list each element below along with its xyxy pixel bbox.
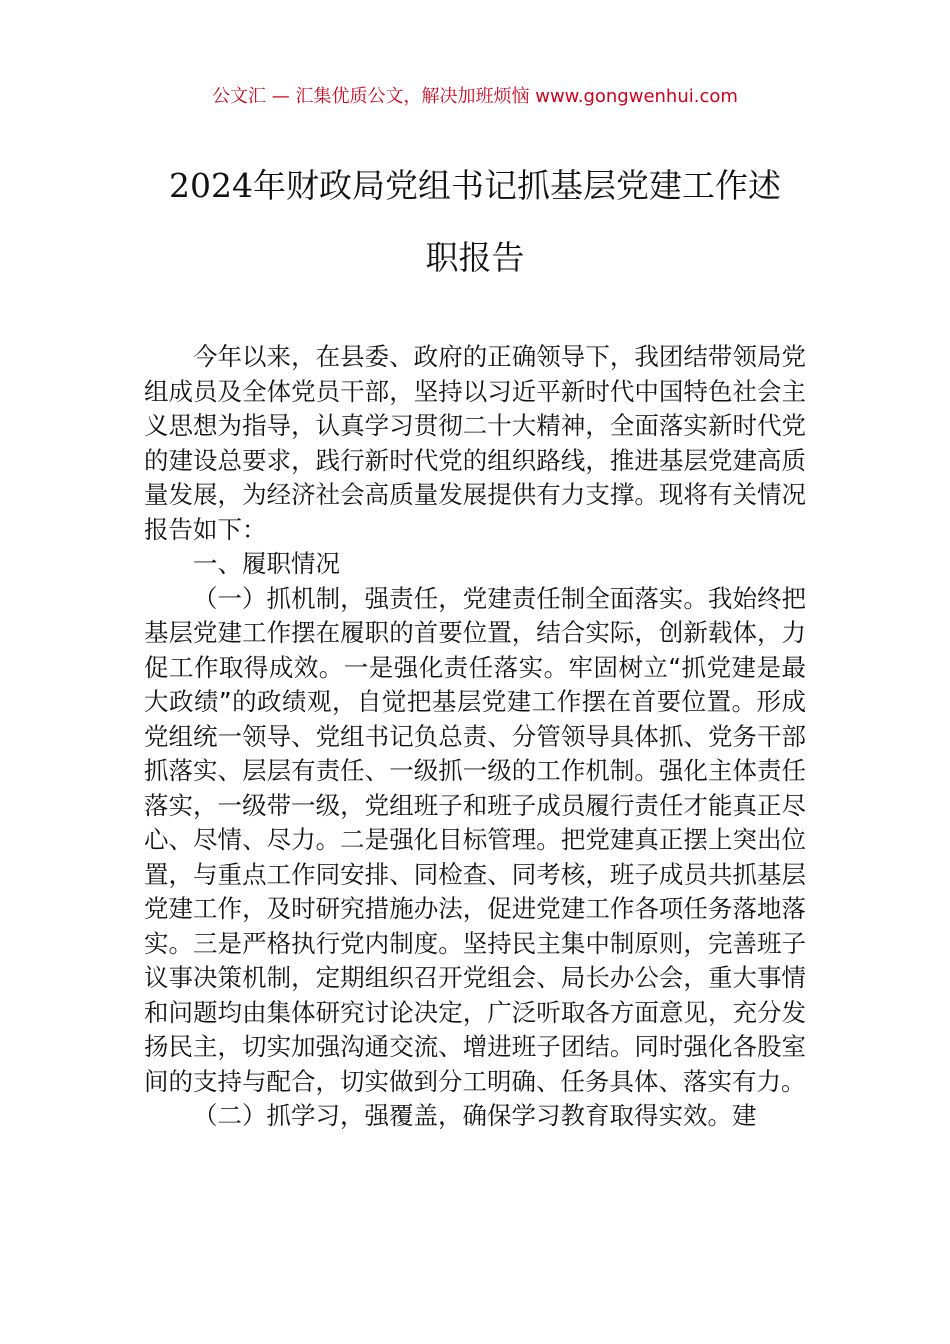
- document-body: [144, 340, 806, 1134]
- watermark-header: [0, 84, 950, 110]
- title-line-1: 2024年财政局党组书记抓基层党建工作述: [169, 166, 781, 205]
- paragraph-2: （二）抓学习，强覆盖，确保学习教育取得实效。建: [193, 1101, 757, 1130]
- document-title: [100, 150, 850, 294]
- section-heading: 一、履职情况: [193, 549, 340, 578]
- paragraph-1: （一）抓机制，强责任，党建责任制全面落实。我始终把基层党建工作摆在履职的首要位置，结合实际，创新载体，力促工作取得成效。一是强化责任落实。牢固树立“抓党建是最大政绩”的政绩观，自觉把基层党建工作摆在首要位置。形成党组统一领导、党组书记负总责、分管领导具体抓、党务干部抓落实、层层有责任、一级抓一级的工作机制。强化主体责任落实，一级带一级，党组班子和班子成员履行责任才能真正尽心、尽情、尽力。二是强化目标管理。把党建真正摆上突出位置，与重点工作同安排、同检查、同考核，班子成员共抓基层党建工作，及时研究措施办法，促进党建工作各项任务落地落实。三是严格执行党内制度。坚持民主集中制原则，完善班子议事决策机制，定期组织召开党组会、局长办公会，重大事情和问题均由集体研究讨论决定，广泛听取各方面意见，充分发扬民主，切实加强沟通交流、增进班子团结。同时强化各股室间的支持与配合，切实做到分工明确、任务具体、落实有力。: [144, 583, 806, 1096]
- header-text: 公文汇 — 汇集优质公文，解决加班烦恼 www.gongwenhui.com: [212, 86, 738, 107]
- title-line-2: 职报告: [425, 238, 525, 277]
- intro-paragraph: 今年以来，在县委、政府的正确领导下，我团结带领局党组成员及全体党员干部，坚持以习近平新时代中国特色社会主义思想为指导，认真学习贯彻二十大精神，全面落实新时代党的建设总要求，践行新时代党的组织路线，推进基层党建高质量发展，为经济社会高质量发展提供有力支撑。现将有关情况报告如下：: [144, 342, 806, 544]
